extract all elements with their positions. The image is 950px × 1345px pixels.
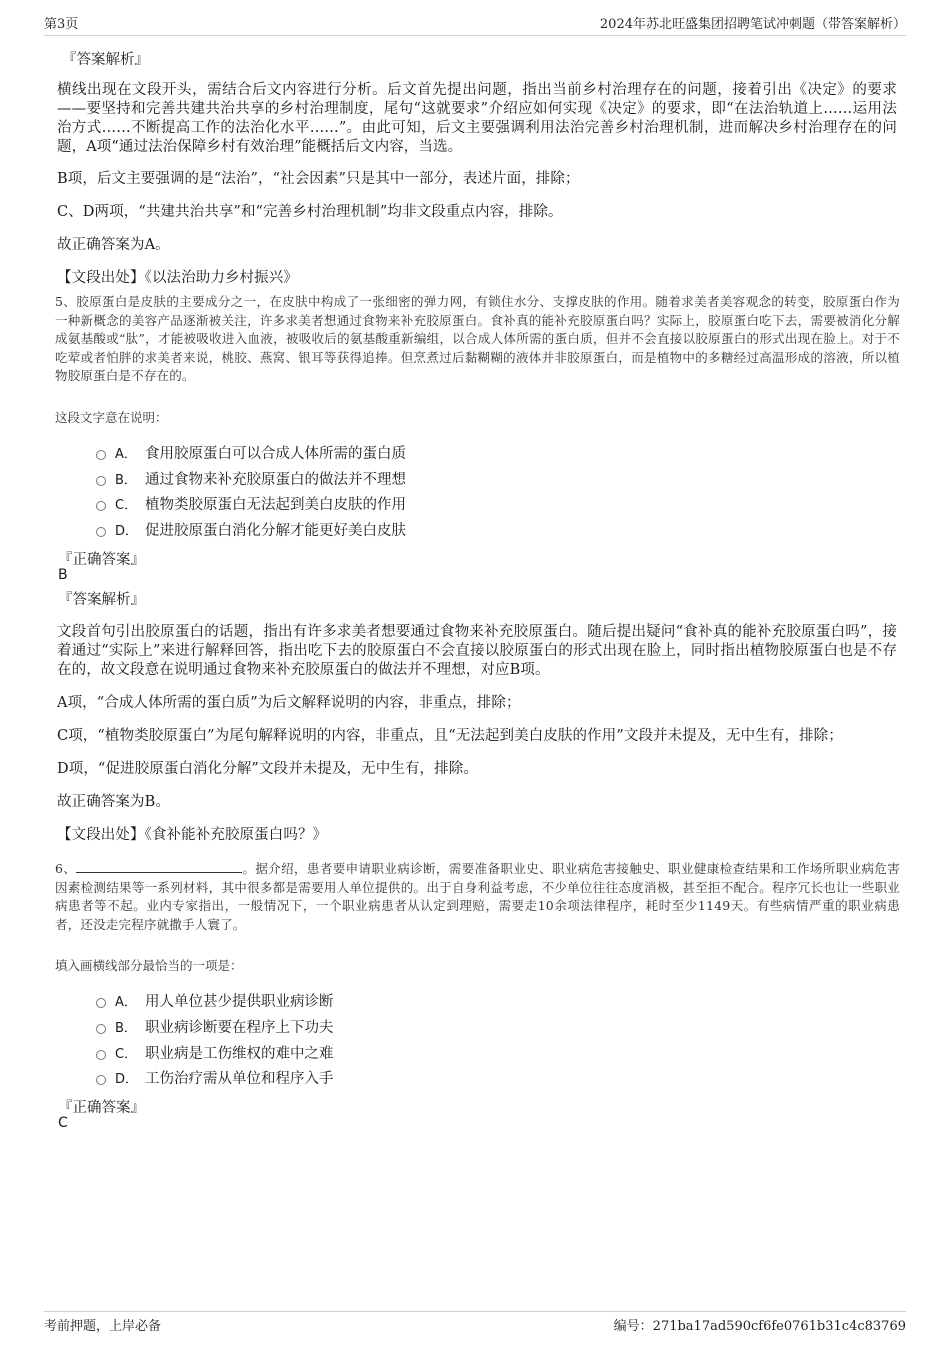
radio-icon[interactable]	[96, 476, 106, 486]
q5-analysis-label: 『答案解析』	[58, 592, 145, 608]
radio-icon[interactable]	[96, 501, 106, 511]
q6-prompt: 填入画横线部分最恰当的一项是：	[55, 958, 243, 973]
q4-analysis-p3: C、D两项，“共建共治共享”和“完善乡村治理机制”均非文段重点内容，排除。	[57, 204, 563, 220]
q4-analysis-label: 『答案解析』	[62, 52, 149, 68]
q6-body: 。据介绍，患者要申请职业病诊断，需要准备职业史、职业病危害接触史、职业健康检查结果和工作场所职业病危害因素检测结果等一系列材料，其中很多都是需要用人单位提供的。出于自身利益考虑，不少单位往往态度消极，甚至拒不配合。程序冗长也让一些职业病患者等不起。业内专家指出，一般情况下，一个职业病患者从认定到理赔，需要走10余项法律程序，耗时至少1149天。有些病情严重的职业病患者，还没走完程序就撒手人寰了。	[55, 861, 900, 932]
radio-icon[interactable]	[96, 450, 106, 460]
q5-answer-label: 『正确答案』	[58, 552, 145, 568]
page-header	[44, 13, 906, 36]
page-number: 第3页	[44, 17, 79, 32]
q5-analysis-p3: C项，“植物类胶原蛋白”为尾句解释说明的内容，非重点，且“无法起到美白皮肤的作用”文段并未提及，无中生有，排除；	[57, 728, 843, 744]
q5-answer: B	[58, 567, 68, 583]
q5-analysis-p1: 文段首句引出胶原蛋白的话题，指出有许多求美者想要通过食物来补充胶原蛋白。随后提出疑问“食补真的能补充胶原蛋白吗”，接着通过“实际上”来进行解释回答，指出吃下去的胶原蛋白不会直接以胶原蛋白的形式出现在脸上，同时指出植物胶原蛋白也是不存在的，故文段意在说明通过食物来补充胶原蛋白的做法并不理想，对应B项。	[57, 624, 897, 678]
q5-analysis-p2: A项，“合成人体所需的蛋白质”为后文解释说明的内容，非重点，排除；	[57, 695, 521, 711]
fill-blank	[76, 861, 242, 873]
q6-option-d[interactable]: D． 工伤治疗需从单位和程序入手	[96, 1066, 334, 1088]
page-footer	[44, 1311, 906, 1334]
document-title: 2024年苏北旺盛集团招聘笔试冲刺题（带答案解析）	[599, 17, 906, 32]
radio-icon[interactable]	[96, 1024, 106, 1034]
q5-option-a[interactable]: A． 食用胶原蛋白可以合成人体所需的蛋白质	[96, 441, 406, 463]
q6-answer-label: 『正确答案』	[58, 1100, 145, 1116]
q6-answer: C	[58, 1115, 68, 1131]
q5-source: 【文段出处】《食补能补充胶原蛋白吗？》	[57, 827, 328, 843]
q5-analysis-p4: D项，“促进胶原蛋白消化分解”文段并未提及，无中生有，排除。	[57, 761, 478, 777]
radio-icon[interactable]	[96, 998, 106, 1008]
q4-analysis-p1: 横线出现在文段开头，需结合后文内容进行分析。后文首先提出问题，指出当前乡村治理存在的问题，接着引出《决定》的要求——要坚持和完善共建共治共享的乡村治理制度，尾句“这就要求”介绍应如何实现《决定》的要求，即“在法治轨道上……运用法治方式……不断提高工作的法治化水平……”。由此可知，后文主要强调利用法治完善乡村治理机制，进而解决乡村治理存在的问题，A项“通过法治保障乡村有效治理”能概括后文内容，当选。	[57, 82, 897, 155]
q6-option-a[interactable]: A． 用人单位甚少提供职业病诊断	[96, 989, 334, 1011]
document-code: 编号：271ba17ad590cf6fe0761b31c4c83769	[613, 1319, 906, 1334]
q5-option-d[interactable]: D． 促进胶原蛋白消化分解才能更好美白皮肤	[96, 518, 406, 540]
q6-question-text	[55, 860, 900, 934]
footer-slogan: 考前押题，上岸必备	[44, 1319, 162, 1334]
q4-source: 【文段出处】《以法治助力乡村振兴》	[57, 270, 298, 286]
q6-option-b[interactable]: B． 职业病诊断要在程序上下功夫	[96, 1015, 334, 1037]
q6-option-c[interactable]: C． 职业病是工伤维权的难中之难	[96, 1041, 334, 1063]
q5-option-c[interactable]: C． 植物类胶原蛋白无法起到美白皮肤的作用	[96, 492, 406, 514]
q5-analysis-conclusion: 故正确答案为B。	[57, 794, 170, 810]
q5-prompt: 这段文字意在说明：	[55, 410, 168, 425]
q4-analysis-conclusion: 故正确答案为A。	[57, 237, 170, 253]
radio-icon[interactable]	[96, 527, 106, 537]
radio-icon[interactable]	[96, 1050, 106, 1060]
q4-analysis-p2: B项，后文主要强调的是“法治”，“社会因素”只是其中一部分，表述片面，排除；	[57, 171, 580, 187]
radio-icon[interactable]	[96, 1075, 106, 1085]
q6-number: 6、	[55, 861, 77, 876]
q5-option-b[interactable]: B． 通过食物来补充胶原蛋白的做法并不理想	[96, 467, 406, 489]
q5-question-text: 5、胶原蛋白是皮肤的主要成分之一，在皮肤中构成了一张细密的弹力网，有锁住水分、支撑皮肤的作用。随着求美者美容观念的转变，胶原蛋白作为一种新概念的美容产品逐渐被关注，许多求美者想通过食物来补充胶原蛋白。食补真的能补充胶原蛋白吗？实际上，胶原蛋白吃下去，需要被消化分解成氨基酸或“肽”，才能被吸收进入血液，被吸收后的氨基酸重新编组，以合成人体所需的蛋白质，但并不会直接以胶原蛋白的形式出现在脸上。对于不吃荤或者怕胖的求美者来说，桃胶、燕窝、银耳等获得追捧。但烹煮过后黏糊糊的液体并非胶原蛋白，而是植物中的多糖经过高温形成的溶液，所以植物胶原蛋白是不存在的。	[55, 294, 900, 383]
